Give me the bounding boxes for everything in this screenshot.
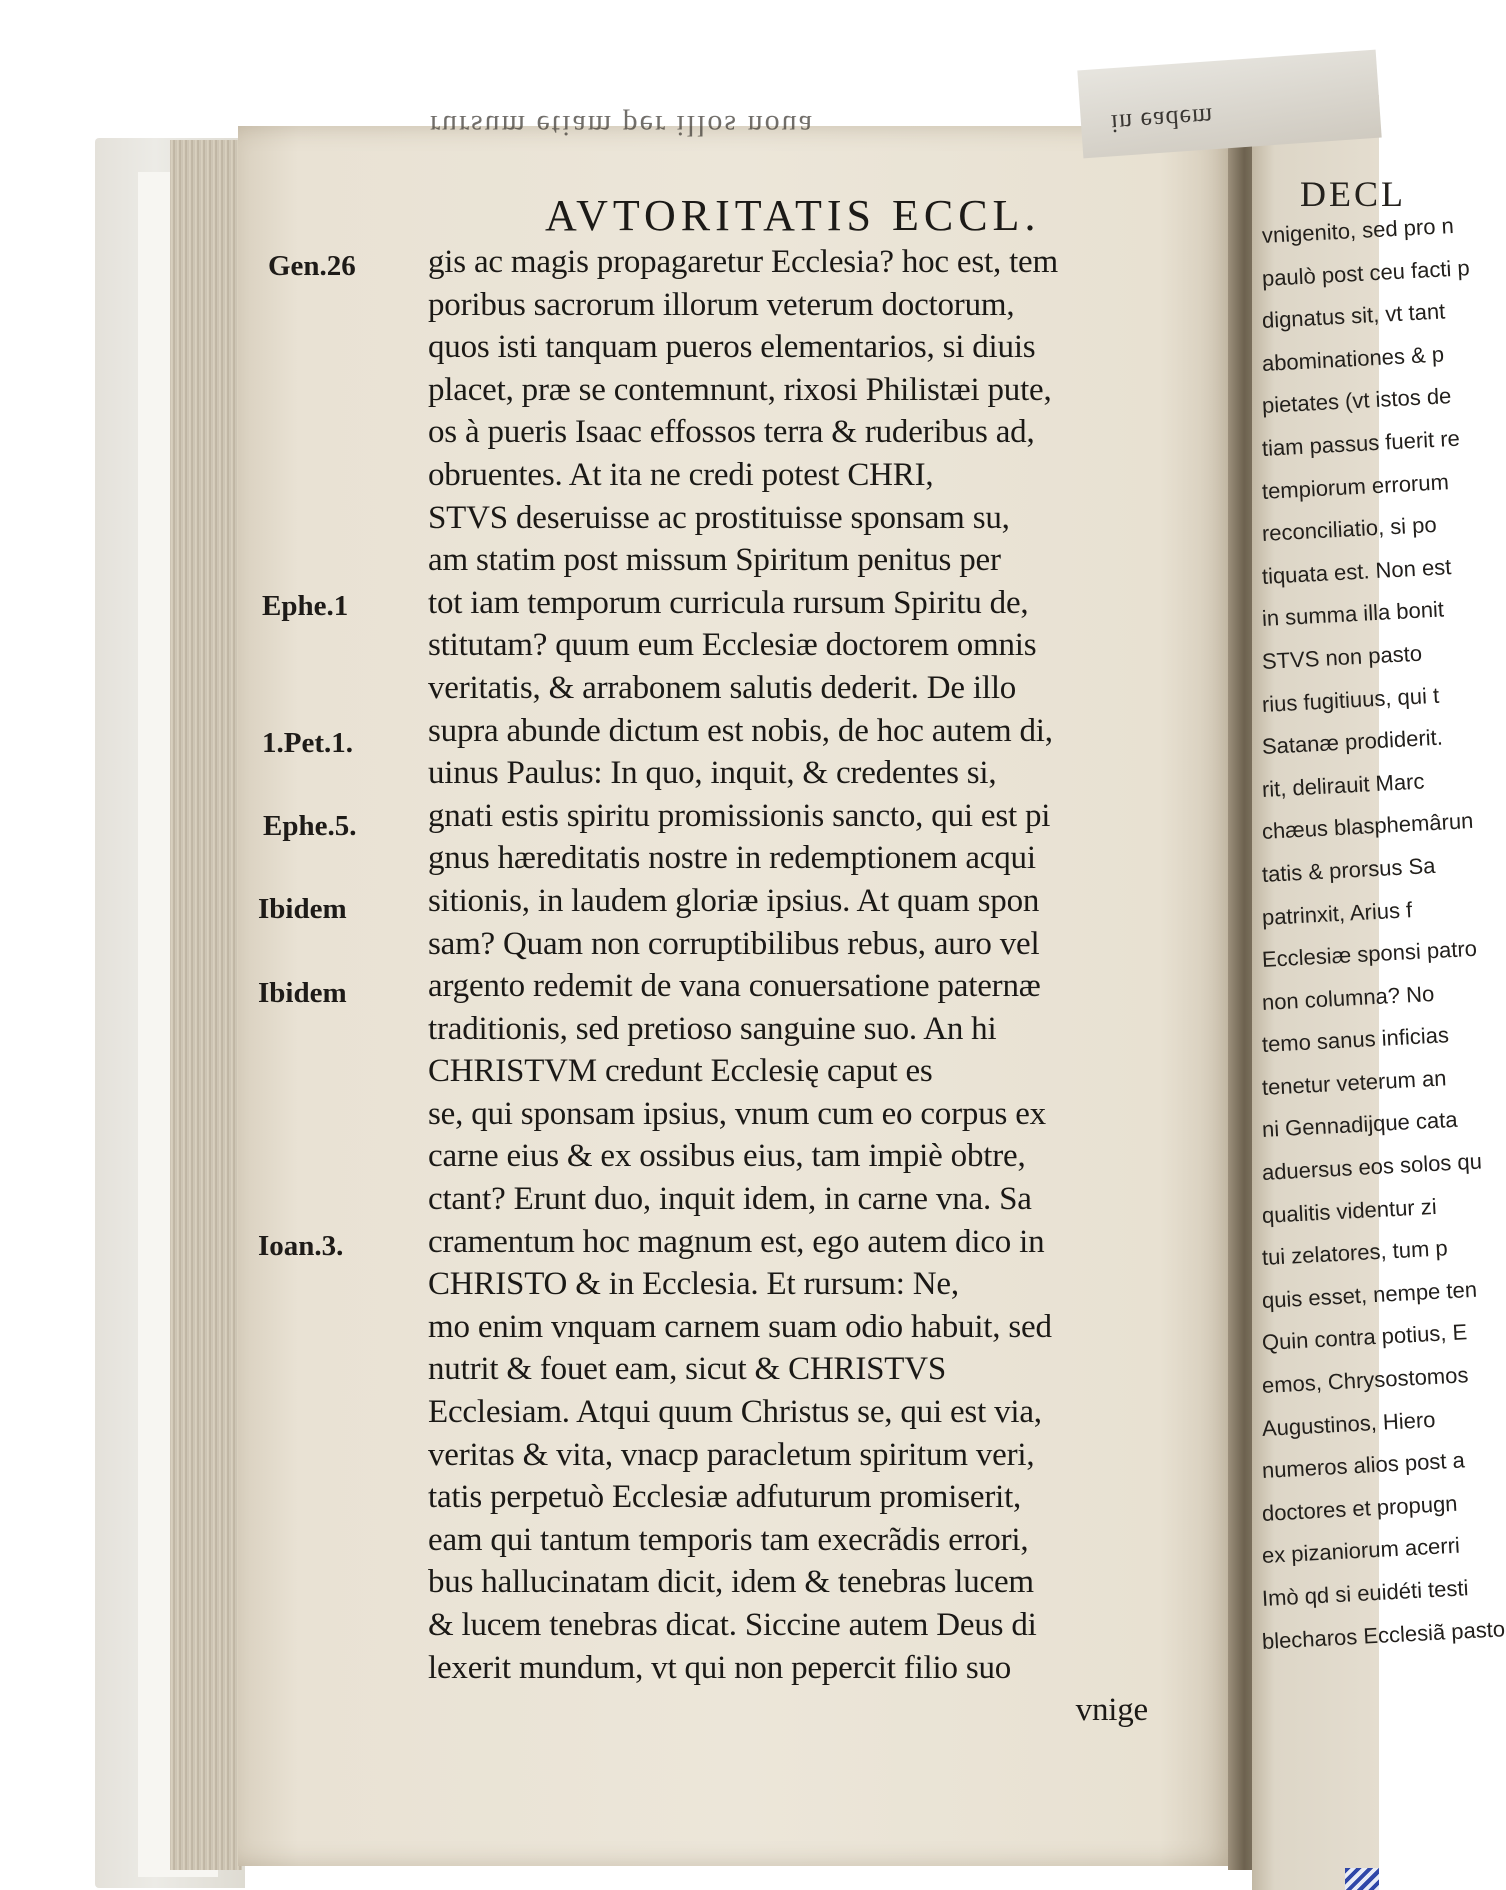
text-line: nutrit & fouet eam, sicut & CHRISTVS xyxy=(428,1351,947,1388)
right-text-line: abominationes & p xyxy=(1261,341,1445,376)
text-line: mo enim vnquam carnem suam odio habuit, sed xyxy=(428,1308,1052,1345)
margin-note: Ephe.1 xyxy=(262,590,349,622)
text-line: Ecclesiam. Atqui quum Christus se, qui est via, xyxy=(428,1394,1042,1431)
right-page-text xyxy=(1261,212,1506,1663)
text-line: sam? Quam non corruptibilibus rebus, auro vel xyxy=(428,925,1040,962)
margin-note: Gen.26 xyxy=(268,250,356,282)
right-text-line: quis esset, nempe ten xyxy=(1261,1276,1478,1313)
right-text-line: tatis & prorsus Sa xyxy=(1261,852,1437,887)
right-text-line: Quin contra potius, E xyxy=(1261,1319,1468,1356)
right-text-line: ex pizaniorum acerri xyxy=(1261,1533,1461,1569)
catchword: vnige xyxy=(1075,1692,1148,1729)
margin-note: Ibidem xyxy=(258,893,347,925)
text-line: ctant? Erunt duo, inquit idem, in carne vna. Sa xyxy=(428,1181,1032,1218)
right-page xyxy=(1252,95,1506,1890)
text-line: gis ac magis propagaretur Ecclesia? hoc est, tem xyxy=(428,244,1058,280)
margin-note: 1.Pet.1. xyxy=(262,727,353,759)
right-text-line: pietates (vt istos de xyxy=(1261,383,1452,419)
text-line: stitutam? quum eum Ecclesiæ doctorem omnis xyxy=(428,627,1037,664)
text-line: & lucem tenebras dicat. Siccine autem Deus di xyxy=(428,1607,1037,1643)
running-head: AVTORITATIS ECCL. xyxy=(545,191,1041,240)
text-line: obruentes. At ita ne credi potest CHRI, xyxy=(428,456,934,493)
right-text-line: qualitis videntur zi xyxy=(1261,1193,1438,1228)
left-page-text xyxy=(428,241,1148,1732)
right-text-line: aduersus eos solos qu xyxy=(1261,1148,1483,1186)
text-line: uinus Paulus: In quo, inquit, & credentes si, xyxy=(428,755,997,792)
text-line: sitionis, in laudem gloriæ ipsius. At quam spon xyxy=(428,882,1040,919)
right-text-line: tempiorum errorum xyxy=(1261,468,1450,504)
right-text-line: ni Gennadijque cata xyxy=(1261,1107,1459,1143)
right-text-line: rius fugitiuus, qui t xyxy=(1261,682,1440,717)
right-text-line: tiam passus fuerit re xyxy=(1261,425,1461,461)
right-text-line: vnigenito, sed pro n xyxy=(1261,212,1455,248)
right-text-line: non columna? No xyxy=(1261,980,1435,1015)
text-line: am statim post missum Spiritum penitus per xyxy=(428,542,1001,579)
text-line: argento redemit de vana conuersatione paternæ xyxy=(428,968,1041,1005)
right-text-line: STVS non pasto xyxy=(1261,640,1423,674)
text-line: gnus hæreditatis nostre in redemptionem acqui xyxy=(428,840,1036,877)
text-line: supra abunde dictum est nobis, de hoc autem di, xyxy=(428,712,1053,749)
right-text-line: dignatus sit, vt tant xyxy=(1261,298,1446,334)
text-line: placet, præ se contemnunt, rixosi Philistæi pute, xyxy=(428,371,1052,408)
right-text-line: in summa illa bonit xyxy=(1261,596,1445,632)
text-line: tatis perpetuò Ecclesiæ adfuturum promiserit, xyxy=(428,1479,1022,1516)
right-text-line: emos, Chrysostomos xyxy=(1261,1362,1469,1399)
text-line: veritas & vita, vnacp paracletum spiritum veri, xyxy=(428,1436,1035,1473)
show-through-text: rursum etiam per illos noua xyxy=(430,109,814,142)
right-text-line: chæus blasphemârun xyxy=(1261,808,1474,845)
page-block-edges xyxy=(170,140,242,1870)
text-line: lexerit mundum, vt qui non pepercit filio suo xyxy=(428,1649,1012,1686)
text-line: traditionis, sed pretioso sanguine suo. An hi xyxy=(428,1010,997,1047)
text-line: CHRISTVM credunt Ecclesię caput es xyxy=(428,1053,933,1090)
text-line: quos isti tanquam pueros elementarios, si diuis xyxy=(428,329,1036,366)
right-text-line: paulò post ceu facti p xyxy=(1261,254,1471,291)
text-line: os à pueris Isaac effossos terra & ruderibus ad, xyxy=(428,414,1035,451)
right-text-line: blecharos Ecclesiã pasto xyxy=(1261,1615,1506,1654)
right-text-line: Imò qd si euidéti testi xyxy=(1261,1575,1470,1611)
text-line: eam qui tantum temporis tam execrãdis errori, xyxy=(428,1521,1029,1558)
right-text-line: numeros alios post a xyxy=(1261,1447,1466,1484)
text-line: tot iam temporum curricula rursum Spiritu de, xyxy=(428,584,1029,621)
right-text-line: tui zelatores, tum p xyxy=(1261,1235,1449,1271)
paper-strip-text: in eadem xyxy=(1110,102,1215,139)
margin-note: Ibidem xyxy=(258,977,347,1009)
right-text-line: temo sanus inficias xyxy=(1261,1022,1450,1058)
right-text-line: tiquata est. Non est xyxy=(1261,553,1452,589)
text-line: veritatis, & arrabonem salutis dederit. De illo xyxy=(428,669,1017,706)
right-text-line: reconciliatio, si po xyxy=(1261,512,1438,547)
text-line: STVS deseruisse ac prostituisse sponsam su, xyxy=(428,499,1010,536)
right-running-head: DECL xyxy=(1300,174,1406,214)
right-text-line: Satanæ prodiderit. xyxy=(1261,724,1444,760)
text-line: CHRISTO & in Ecclesia. Et rursum: Ne, xyxy=(428,1266,959,1303)
text-line: carne eius & ex ossibus eius, tam impiè obtre, xyxy=(428,1138,1026,1175)
text-line: se, qui sponsam ipsius, vnum cum eo corpus ex xyxy=(428,1095,1046,1132)
blue-cloth-edge xyxy=(1345,1868,1379,1890)
text-line: cramentum hoc magnum est, ego autem dico in xyxy=(428,1223,1045,1260)
margin-note: Ioan.3. xyxy=(258,1230,344,1262)
text-line: bus hallucinatam dicit, idem & tenebras lucem xyxy=(428,1564,1034,1601)
margin-note: Ephe.5. xyxy=(263,810,357,842)
right-text-line: Augustinos, Hiero xyxy=(1261,1406,1437,1441)
right-text-line: Ecclesiæ sponsi patro xyxy=(1261,935,1478,973)
right-text-line: patrinxit, Arius f xyxy=(1261,896,1413,930)
text-line: poribus sacrorum illorum veterum doctorum, xyxy=(428,286,1015,323)
right-text-line: doctores et propugn xyxy=(1261,1490,1459,1526)
text-line: gnati estis spiritu promissionis sancto, qui est pi xyxy=(428,797,1051,834)
right-text-line: tenetur veterum an xyxy=(1261,1065,1448,1100)
right-text-line: rit, delirauit Marc xyxy=(1261,768,1425,802)
